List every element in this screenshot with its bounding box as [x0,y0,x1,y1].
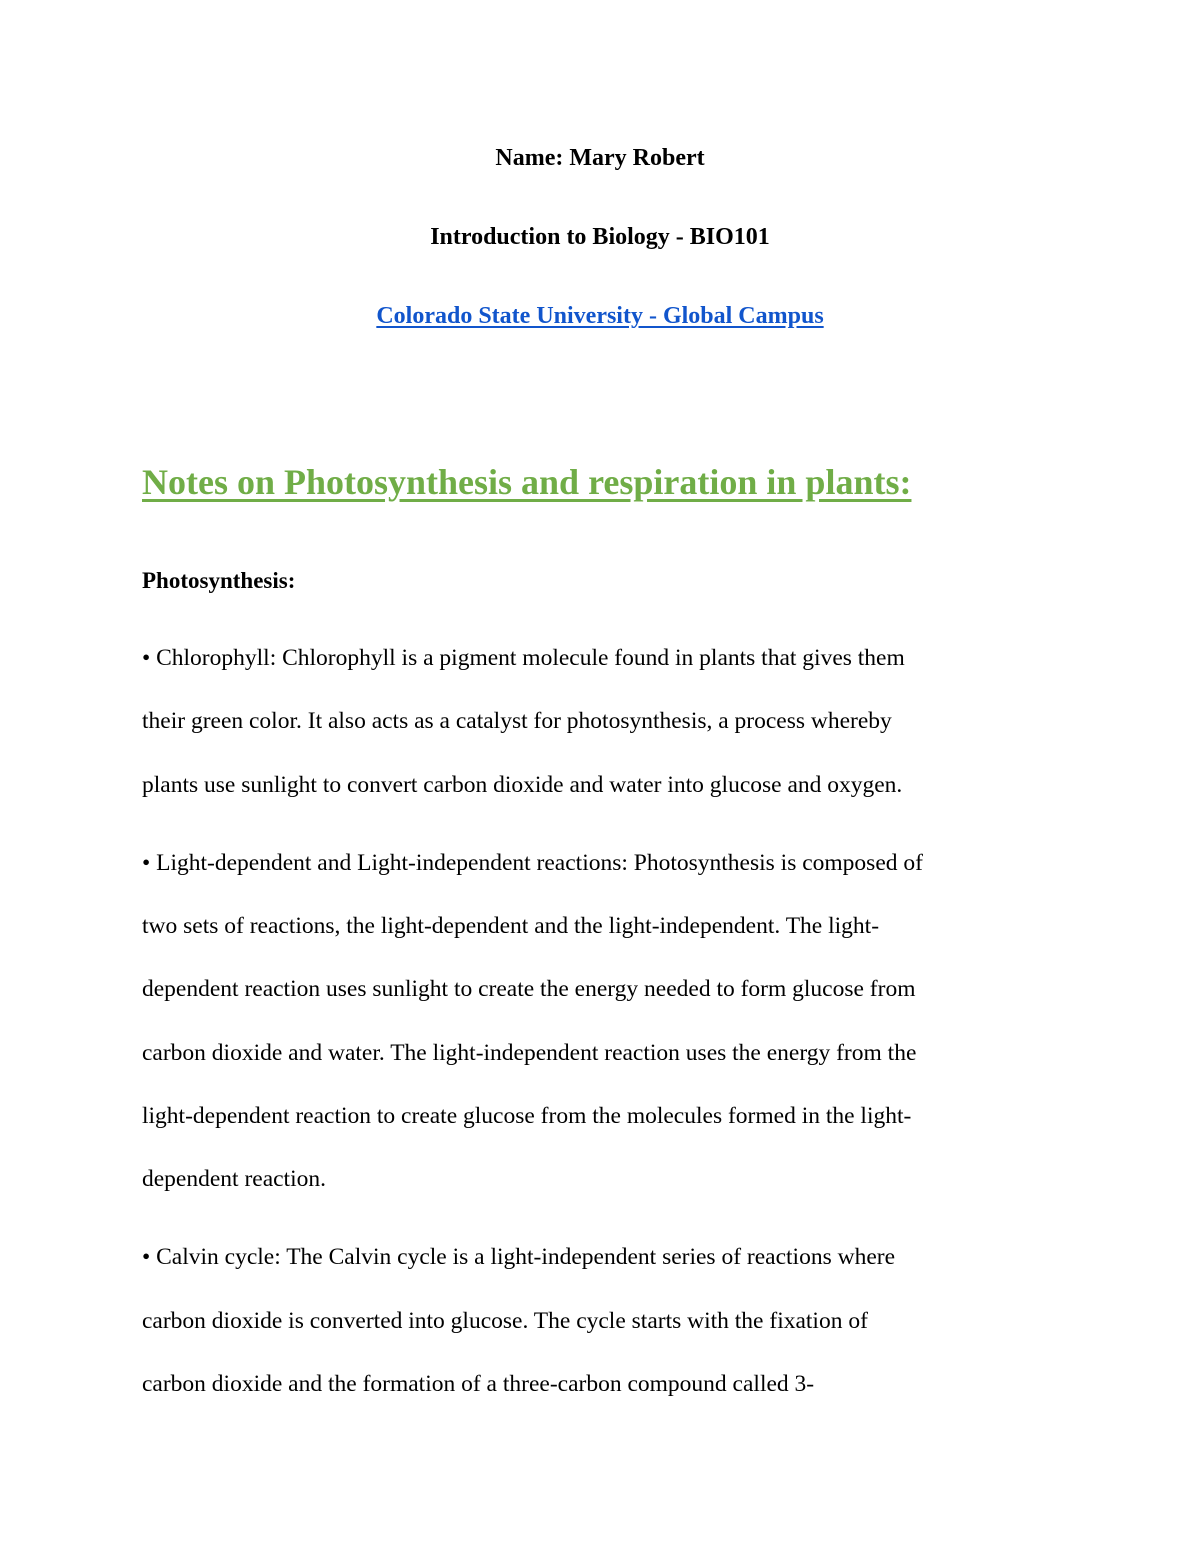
paragraph-line: light-dependent reaction to create glucose from the molecules formed in the light- [142,1103,912,1129]
paragraph-line: carbon dioxide and water. The light-independent reaction uses the energy from the [142,1040,917,1066]
paragraph-line: their green color. It also acts as a catalyst for photosynthesis, a process whereby [142,708,892,734]
course-title: Introduction to Biology - BIO101 [430,224,770,250]
paragraph-line: • Calvin cycle: The Calvin cycle is a light-independent series of reactions where [142,1244,896,1270]
notes-title: Notes on Photosynthesis and respiration in plants: [142,462,912,502]
section-heading-photosynthesis: Photosynthesis: [142,568,296,593]
paragraph-line: carbon dioxide is converted into glucose. The cycle starts with the fixation of [142,1308,868,1334]
paragraph-line: dependent reaction uses sunlight to create the energy needed to form glucose from [142,976,916,1002]
institution-link[interactable]: Colorado State University - Global Campus [376,303,824,329]
institution-line [0,300,1200,332]
paragraph-line: carbon dioxide and the formation of a three-carbon compound called 3- [142,1371,815,1397]
paragraph-line: two sets of reactions, the light-dependent and the light-independent. The light- [142,913,880,939]
paragraph-line: • Light-dependent and Light-independent reactions: Photosynthesis is composed of [142,850,923,876]
student-name: Name: Mary Robert [495,145,705,171]
paragraph-line: plants use sunlight to convert carbon dioxide and water into glucose and oxygen. [142,772,903,798]
paragraph-line: • Chlorophyll: Chlorophyll is a pigment molecule found in plants that gives them [142,645,905,671]
paragraph-line: dependent reaction. [142,1166,326,1192]
